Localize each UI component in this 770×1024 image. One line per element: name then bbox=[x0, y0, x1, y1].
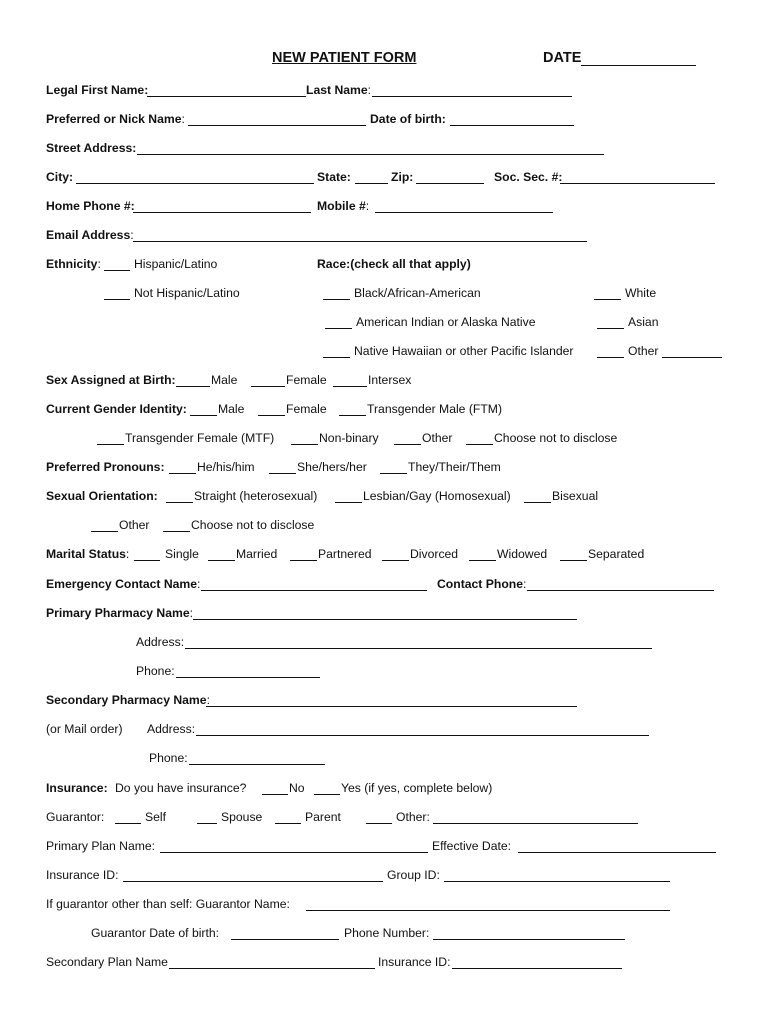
emergency-name-label: Emergency Contact Name bbox=[46, 577, 198, 591]
secondary-insurance-id-label: Insurance ID: bbox=[378, 955, 451, 969]
guarantor-dob-field[interactable] bbox=[231, 939, 339, 940]
pronoun-he-checkbox[interactable] bbox=[169, 473, 196, 474]
primary-pharmacy-phone-label: Phone: bbox=[136, 664, 175, 678]
orientation-nd-option: Choose not to disclose bbox=[191, 518, 315, 532]
race-nhpi-checkbox[interactable] bbox=[323, 357, 350, 358]
emergency-phone-field[interactable] bbox=[527, 590, 714, 591]
sex-female-option: Female bbox=[286, 373, 327, 387]
hispanic-option: Hispanic/Latino bbox=[134, 257, 218, 271]
home-phone-field[interactable] bbox=[133, 212, 311, 213]
orientation-label: Sexual Orientation: bbox=[46, 489, 158, 503]
secondary-pharmacy-address-label: Address: bbox=[147, 722, 196, 736]
primary-pharmacy-phone-field[interactable] bbox=[176, 677, 320, 678]
mobile-colon: : bbox=[365, 199, 370, 213]
race-other-option: Other bbox=[628, 344, 659, 358]
pronoun-she-checkbox[interactable] bbox=[269, 473, 296, 474]
gender-tm-option: Transgender Male (FTM) bbox=[367, 402, 502, 416]
gender-nd-checkbox[interactable] bbox=[466, 444, 493, 445]
secondary-pharmacy-address-field[interactable] bbox=[196, 735, 649, 736]
guarantor-phone-label: Phone Number: bbox=[344, 926, 430, 940]
secondary-pharmacy-phone-label: Phone: bbox=[149, 751, 188, 765]
marital-single-checkbox[interactable] bbox=[134, 560, 160, 561]
emergency-phone-label: Contact Phone bbox=[437, 577, 523, 591]
last-name-colon: : bbox=[367, 83, 372, 97]
nick-name-field[interactable] bbox=[188, 125, 366, 126]
hispanic-checkbox[interactable] bbox=[104, 270, 130, 271]
insurance-no-option: No bbox=[289, 781, 305, 795]
marital-widowed-checkbox[interactable] bbox=[469, 560, 496, 561]
emergency-name-colon: : bbox=[197, 577, 201, 591]
gender-nb-option: Non-binary bbox=[319, 431, 379, 445]
race-aian-checkbox[interactable] bbox=[325, 328, 352, 329]
street-address-label: Street Address: bbox=[46, 141, 137, 155]
secondary-pharmacy-colon: : bbox=[206, 693, 210, 707]
form-title: NEW PATIENT FORM bbox=[272, 50, 417, 66]
guarantor-dob-label: Guarantor Date of birth: bbox=[91, 926, 220, 940]
state-label: State: bbox=[317, 170, 351, 184]
city-field[interactable] bbox=[76, 183, 314, 184]
gender-tf-checkbox[interactable] bbox=[97, 444, 124, 445]
pronoun-she-option: She/hers/her bbox=[297, 460, 367, 474]
email-label: Email Address bbox=[46, 228, 131, 242]
guarantor-spouse-checkbox[interactable] bbox=[197, 823, 217, 824]
pronoun-they-option: They/Their/Them bbox=[408, 460, 501, 474]
guarantor-other-field[interactable] bbox=[433, 823, 638, 824]
gender-tm-checkbox[interactable] bbox=[339, 415, 366, 416]
insurance-label: Insurance: bbox=[46, 781, 108, 795]
legal-first-name-field[interactable] bbox=[147, 96, 306, 97]
primary-plan-label: Primary Plan Name: bbox=[46, 839, 156, 853]
gender-male-option: Male bbox=[218, 402, 245, 416]
state-field[interactable] bbox=[355, 183, 388, 184]
nick-name-label: Preferred or Nick Name bbox=[46, 112, 182, 126]
orientation-lesbian-option: Lesbian/Gay (Homosexual) bbox=[363, 489, 511, 503]
not-hispanic-checkbox[interactable] bbox=[104, 299, 130, 300]
secondary-insurance-id-field[interactable] bbox=[452, 968, 622, 969]
other-guarantor-label: If guarantor other than self: Guarantor Name: bbox=[46, 897, 290, 911]
date-label: DATE bbox=[543, 50, 582, 66]
race-nhpi-option: Native Hawaiian or other Pacific Islander bbox=[354, 344, 574, 358]
marital-widowed-option: Widowed bbox=[497, 547, 548, 561]
orientation-other-option: Other bbox=[119, 518, 150, 532]
secondary-plan-field[interactable] bbox=[169, 968, 375, 969]
group-id-label: Group ID: bbox=[387, 868, 440, 882]
race-label: Race:(check all that apply) bbox=[317, 257, 471, 271]
not-hispanic-option: Not Hispanic/Latino bbox=[134, 286, 240, 300]
zip-label: Zip: bbox=[391, 170, 414, 184]
effective-date-label: Effective Date: bbox=[432, 839, 512, 853]
last-name-field[interactable] bbox=[372, 96, 572, 97]
insurance-question: Do you have insurance? bbox=[115, 781, 247, 795]
gender-female-checkbox[interactable] bbox=[258, 415, 285, 416]
orientation-bi-checkbox[interactable] bbox=[524, 502, 551, 503]
legal-first-name-label: Legal First Name: bbox=[46, 83, 149, 97]
marital-separated-option: Separated bbox=[588, 547, 645, 561]
race-asian-checkbox[interactable] bbox=[597, 328, 624, 329]
pronouns-label: Preferred Pronouns: bbox=[46, 460, 165, 474]
gender-female-option: Female bbox=[286, 402, 327, 416]
ssn-label: Soc. Sec. #: bbox=[494, 170, 563, 184]
marital-married-option: Married bbox=[236, 547, 278, 561]
nick-name-colon: : bbox=[181, 112, 185, 126]
gender-nd-option: Choose not to disclose bbox=[494, 431, 618, 445]
pronoun-he-option: He/his/him bbox=[197, 460, 255, 474]
gender-other-option: Other bbox=[422, 431, 453, 445]
marital-married-checkbox[interactable] bbox=[208, 560, 235, 561]
group-id-field[interactable] bbox=[444, 881, 670, 882]
guarantor-other-label: Other: bbox=[396, 810, 430, 824]
sex-intersex-checkbox[interactable] bbox=[333, 386, 367, 387]
secondary-pharmacy-field[interactable] bbox=[206, 706, 577, 707]
guarantor-self-option: Self bbox=[145, 810, 167, 824]
insurance-id-label: Insurance ID: bbox=[46, 868, 119, 882]
guarantor-other-checkbox[interactable] bbox=[366, 823, 392, 824]
primary-pharmacy-colon: : bbox=[189, 606, 194, 620]
mobile-label: Mobile # bbox=[317, 199, 366, 213]
zip-field[interactable] bbox=[416, 183, 484, 184]
secondary-pharmacy-phone-field[interactable] bbox=[189, 764, 325, 765]
ethnicity-label: Ethnicity bbox=[46, 257, 98, 271]
primary-pharmacy-field[interactable] bbox=[193, 619, 577, 620]
gender-label: Current Gender Identity: bbox=[46, 402, 187, 416]
dob-label: Date of birth: bbox=[370, 112, 446, 126]
guarantor-spouse-option: Spouse bbox=[221, 810, 263, 824]
last-name-label: Last Name bbox=[306, 83, 368, 97]
sex-intersex-option: Intersex bbox=[368, 373, 412, 387]
gender-tf-option: Transgender Female (MTF) bbox=[125, 431, 275, 445]
street-address-field[interactable] bbox=[137, 154, 604, 155]
secondary-plan-label: Secondary Plan Name bbox=[46, 955, 168, 969]
insurance-yes-checkbox[interactable] bbox=[314, 794, 340, 795]
primary-plan-field[interactable] bbox=[160, 852, 428, 853]
date-field[interactable] bbox=[581, 65, 696, 66]
guarantor-parent-option: Parent bbox=[305, 810, 341, 824]
email-colon: : bbox=[130, 228, 134, 242]
race-white-option: White bbox=[625, 286, 657, 300]
home-phone-label: Home Phone #: bbox=[46, 199, 135, 213]
mobile-field[interactable] bbox=[375, 212, 553, 213]
insurance-id-field[interactable] bbox=[123, 881, 383, 882]
city-label: City: bbox=[46, 170, 74, 184]
gender-male-checkbox[interactable] bbox=[190, 415, 217, 416]
orientation-nd-checkbox[interactable] bbox=[163, 531, 190, 532]
emergency-name-field[interactable] bbox=[201, 590, 427, 591]
mail-order-label: (or Mail order) bbox=[46, 722, 123, 736]
guarantor-name-field[interactable] bbox=[306, 910, 670, 911]
effective-date-field[interactable] bbox=[518, 852, 716, 853]
orientation-other-checkbox[interactable] bbox=[91, 531, 118, 532]
pronoun-they-checkbox[interactable] bbox=[380, 473, 407, 474]
sex-male-option: Male bbox=[211, 373, 238, 387]
guarantor-label: Guarantor: bbox=[46, 810, 105, 824]
race-black-checkbox[interactable] bbox=[323, 299, 350, 300]
race-black-option: Black/African-American bbox=[354, 286, 481, 300]
race-aian-option: American Indian or Alaska Native bbox=[356, 315, 536, 329]
emergency-phone-colon: : bbox=[523, 577, 527, 591]
ethnicity-colon: : bbox=[97, 257, 101, 271]
guarantor-parent-checkbox[interactable] bbox=[275, 823, 301, 824]
primary-pharmacy-address-field[interactable] bbox=[185, 648, 652, 649]
insurance-no-checkbox[interactable] bbox=[262, 794, 288, 795]
orientation-bi-option: Bisexual bbox=[552, 489, 599, 503]
marital-divorced-checkbox[interactable] bbox=[382, 560, 409, 561]
guarantor-phone-field[interactable] bbox=[433, 939, 625, 940]
race-white-checkbox[interactable] bbox=[594, 299, 621, 300]
orientation-straight-checkbox[interactable] bbox=[166, 502, 193, 503]
orientation-lesbian-checkbox[interactable] bbox=[335, 502, 362, 503]
marital-single-option: Single bbox=[165, 547, 199, 561]
email-field[interactable] bbox=[133, 241, 587, 242]
race-other-checkbox[interactable] bbox=[597, 357, 624, 358]
sex-female-checkbox[interactable] bbox=[251, 386, 285, 387]
marital-partnered-checkbox[interactable] bbox=[290, 560, 317, 561]
race-other-field[interactable] bbox=[662, 357, 722, 358]
marital-label: Marital Status bbox=[46, 547, 126, 561]
marital-divorced-option: Divorced bbox=[410, 547, 459, 561]
primary-pharmacy-address-label: Address: bbox=[136, 635, 185, 649]
secondary-pharmacy-label: Secondary Pharmacy Name bbox=[46, 693, 207, 707]
sex-label: Sex Assigned at Birth: bbox=[46, 373, 176, 387]
race-asian-option: Asian bbox=[628, 315, 659, 329]
marital-colon: : bbox=[125, 547, 130, 561]
marital-partnered-option: Partnered bbox=[318, 547, 372, 561]
insurance-yes-option: Yes (if yes, complete below) bbox=[341, 781, 493, 795]
primary-pharmacy-label: Primary Pharmacy Name bbox=[46, 606, 190, 620]
gender-nb-checkbox[interactable] bbox=[291, 444, 318, 445]
dob-field[interactable] bbox=[450, 125, 574, 126]
gender-other-checkbox[interactable] bbox=[394, 444, 421, 445]
sex-male-checkbox[interactable] bbox=[176, 386, 210, 387]
guarantor-self-checkbox[interactable] bbox=[115, 823, 141, 824]
marital-separated-checkbox[interactable] bbox=[560, 560, 587, 561]
ssn-field[interactable] bbox=[560, 183, 715, 184]
orientation-straight-option: Straight (heterosexual) bbox=[194, 489, 318, 503]
